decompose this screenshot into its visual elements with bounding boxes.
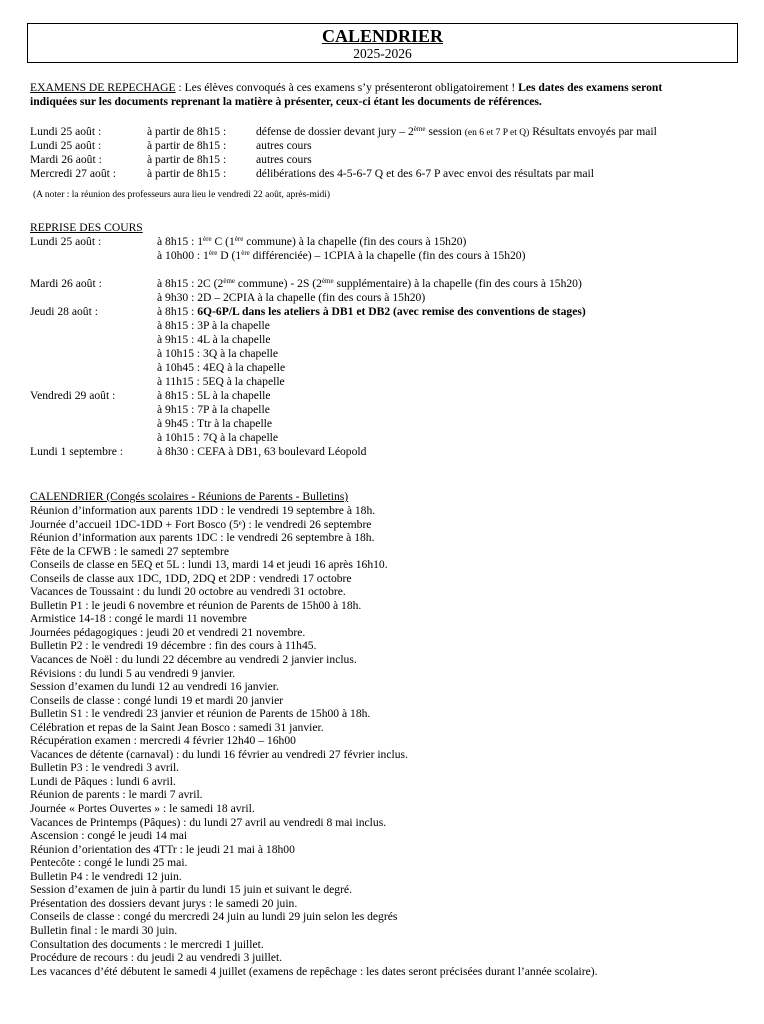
calendar-line: Révisions : du lundi 5 au vendredi 9 janvier. — [30, 666, 236, 680]
repechage-detail — [256, 153, 312, 167]
reprise-detail — [157, 235, 466, 249]
repechage-intro-line-1 — [30, 81, 742, 95]
reprise-detail-text: à 10h15 : 7Q à la chapelle — [157, 431, 279, 444]
repechage-day: Mercredi 27 août : — [30, 167, 116, 180]
calendar-line: Bulletin P3 : le vendredi 3 avril. — [30, 761, 180, 775]
reprise-row — [30, 445, 742, 459]
superscript: ère — [208, 249, 218, 257]
reprise-row — [30, 417, 742, 431]
reprise-detail-text: à 11h15 : 5EQ à la chapelle — [157, 375, 285, 388]
calendar-line: Bulletin P4 : le vendredi 12 juin. — [30, 869, 182, 883]
reprise-detail-text: différenciée) – 1CPIA à la chapelle (fin des cours à 15h20) — [249, 249, 526, 262]
calendar-line: Vacances de détente (carnaval) : du lundi 16 février au vendredi 27 février inclus. — [30, 747, 408, 761]
repechage-day: Mardi 26 août : — [30, 153, 102, 166]
reprise-detail — [157, 361, 285, 375]
repechage-row — [30, 167, 742, 181]
calendar-line: Ascension : congé le jeudi 14 mai — [30, 829, 188, 843]
calendar-line: Réunion d’information aux parents 1DC : le vendredi 26 septembre à 18h. — [30, 531, 375, 545]
repechage-detail-text: Résultats envoyés par mail — [529, 125, 657, 138]
reprise-detail — [157, 333, 271, 347]
calendar-line: Conseils de classe : congé lundi 19 et mardi 20 janvier — [30, 693, 284, 707]
reprise-detail — [157, 305, 586, 319]
repechage-intro-bold-1: Les dates des examens seront — [518, 81, 663, 94]
calendar-line: Journée d’accueil 1DC-1DD + Fort Bosco (5ᵉ) : le vendredi 26 septembre — [30, 517, 372, 531]
reprise-detail — [157, 389, 271, 403]
spacer — [30, 263, 742, 277]
reprise-row — [30, 249, 742, 263]
calendar-line: Vacances de Noël : du lundi 22 décembre au vendredi 2 janvier inclus. — [30, 653, 357, 667]
repechage-row — [30, 139, 742, 153]
page-title: CALENDRIER — [321, 26, 444, 46]
reprise-row — [30, 431, 742, 445]
title-box — [27, 23, 738, 63]
repechage-detail-small: (en 6 et 7 P et Q) — [464, 128, 530, 138]
reprise-detail-text: C (1 — [211, 235, 235, 248]
calendar-line: Journée « Portes Ouvertes » : le samedi 18 avril. — [30, 802, 255, 816]
repechage-time: à partir de 8h15 : — [147, 125, 227, 138]
superscript: ère — [234, 235, 244, 243]
reprise-detail — [157, 431, 278, 445]
repechage-detail — [256, 125, 657, 140]
reprise-detail — [157, 291, 425, 305]
calendar-line: Conseils de classe aux 1DC, 1DD, 2DQ et 2DP : vendredi 17 octobre — [30, 571, 352, 585]
calendar-line: Journées pédagogiques : jeudi 20 et vendredi 21 novembre. — [30, 625, 306, 639]
reprise-row — [30, 319, 742, 333]
reprise-detail-text: à 8h15 : 1 — [157, 235, 204, 248]
reprise-row — [30, 333, 742, 347]
reprise-detail — [157, 445, 366, 459]
repechage-detail-text: autres cours — [256, 139, 312, 152]
calendar-line: Vacances de Printemps (Pâques) : du lundi 27 avril au vendredi 8 mai inclus. — [30, 815, 387, 829]
reprise-detail — [157, 277, 582, 291]
reprise-detail-text: commune) - 2S (2 — [235, 277, 322, 290]
repechage-row — [30, 153, 742, 167]
repechage-rows — [30, 125, 742, 181]
calendar-line: Bulletin P2 : le vendredi 19 décembre : fin des cours à 11h45. — [30, 639, 317, 653]
reprise-detail-text: à 8h15 : 3P à la chapelle — [157, 319, 270, 332]
reprise-row — [30, 291, 742, 305]
reprise-detail-text: à 9h15 : 4L à la chapelle — [157, 333, 271, 346]
reprise-row — [30, 347, 742, 361]
superscript: ère — [203, 235, 212, 243]
repechage-row — [30, 125, 742, 139]
reprise-detail-text: commune) à la chapelle (fin des cours à 15h20) — [243, 235, 467, 248]
repechage-note: (A noter : la réunion des professeurs aura lieu le vendredi 22 août, après-midi) — [33, 190, 331, 200]
reprise-row — [30, 305, 742, 319]
repechage-time: à partir de 8h15 : — [147, 139, 227, 152]
repechage-day: Lundi 25 août : — [30, 125, 102, 138]
reprise-detail — [157, 319, 270, 333]
reprise-day: Mardi 26 août : — [30, 277, 102, 290]
reprise-detail-text: à 9h30 : 2D – 2CPIA à la chapelle (fin des cours à 15h20) — [157, 291, 426, 304]
calendar-line: Réunion d’orientation des 4TTr : le jeudi 21 mai à 18h00 — [30, 842, 295, 856]
reprise-row — [30, 277, 742, 291]
reprise-detail — [157, 249, 525, 263]
reprise-detail-text: supplémentaire) à la chapelle (fin des cours à 15h20) — [333, 277, 582, 290]
reprise-detail-text: à 10h00 : 1 — [157, 249, 209, 262]
reprise-detail-text: à 9h15 : 7P à la chapelle — [157, 403, 270, 416]
calendar-line: Les vacances d’été débutent le samedi 4 juillet (examens de repêchage : les dates seront précisées durant l’année scolaire). — [30, 964, 598, 978]
reprise-section — [30, 221, 742, 459]
repechage-section — [30, 81, 742, 202]
reprise-day: Jeudi 28 août : — [30, 305, 98, 318]
calendar-line: Réunion d’information aux parents 1DD : le vendredi 19 septembre à 18h. — [30, 504, 376, 517]
calendar-line: Consultation des documents : le mercredi 1 juillet. — [30, 937, 264, 951]
repechage-intro: : Les élèves convoqués à ces examens s’y présenteront obligatoirement ! — [175, 81, 519, 94]
reprise-row — [30, 235, 742, 249]
repechage-detail — [256, 139, 312, 153]
reprise-row — [30, 389, 742, 403]
reprise-detail-text: à 8h15 : 2C (2 — [157, 277, 224, 290]
calendar-line: Session d’examen du lundi 12 au vendredi 16 janvier. — [30, 680, 279, 694]
reprise-detail-text: à 10h15 : 3Q à la chapelle — [157, 347, 279, 360]
reprise-detail — [157, 403, 270, 417]
reprise-detail-text: à 10h45 : 4EQ à la chapelle — [157, 361, 286, 374]
reprise-detail-text: D (1 — [217, 249, 242, 262]
calendar-section — [30, 490, 742, 978]
calendar-line: Bulletin P1 : le jeudi 6 novembre et réunion de Parents de 15h00 à 18h. — [30, 598, 362, 612]
superscript: ème — [223, 277, 236, 285]
reprise-detail-bold: 6Q-6P/L dans les ateliers à DB1 et DB2 (avec remise des conventions de stages) — [197, 305, 586, 318]
repechage-detail-text: session — [425, 125, 465, 138]
calendar-line: Récupération examen : mercredi 4 février 12h40 – 16h00 — [30, 734, 296, 748]
repechage-heading: EXAMENS DE REPECHAGE — [30, 81, 176, 94]
reprise-row — [30, 375, 742, 389]
reprise-rows — [30, 235, 742, 459]
repechage-day: Lundi 25 août : — [30, 139, 102, 152]
reprise-detail — [157, 417, 272, 431]
reprise-row — [30, 361, 742, 375]
repechage-time: à partir de 8h15 : — [147, 167, 227, 180]
reprise-detail — [157, 347, 278, 361]
reprise-detail — [157, 375, 285, 389]
calendar-line: Présentation des dossiers devant jurys : le samedi 20 juin. — [30, 896, 298, 910]
repechage-detail-text: délibérations des 4-5-6-7 Q et des 6-7 P avec envoi des résultats par mail — [256, 167, 594, 180]
calendar-line: Conseils de classe : congé du mercredi 24 juin au lundi 29 juin selon les degrés — [30, 910, 398, 924]
school-year: 2025-2026 — [353, 46, 412, 61]
reprise-detail-text: à 8h30 : CEFA à DB1, 63 boulevard Léopold — [157, 445, 367, 458]
calendar-line: Fête de la CFWB : le samedi 27 septembre — [30, 544, 229, 558]
calendar-line: Conseils de classe en 5EQ et 5L : lundi 13, mardi 14 et jeudi 16 après 16h10. — [30, 558, 388, 572]
reprise-day: Lundi 25 août : — [30, 235, 102, 248]
repechage-detail-text: défense de dossier devant jury – 2 — [256, 125, 414, 138]
reprise-detail-text: à 8h15 : — [157, 305, 198, 318]
calendar-line: Réunion de parents : le mardi 7 avril. — [30, 788, 203, 802]
superscript: ème — [413, 125, 426, 133]
reprise-detail-text: à 9h45 : Ttr à la chapelle — [157, 417, 273, 430]
reprise-day: Lundi 1 septembre : — [30, 445, 124, 458]
calendar-line: Pentecôte : congé le lundi 25 mai. — [30, 856, 188, 870]
reprise-detail-text: à 8h15 : 5L à la chapelle — [157, 389, 271, 402]
calendar-lines — [30, 504, 742, 978]
reprise-heading: REPRISE DES COURS — [30, 221, 143, 234]
calendar-line: Célébration et repas de la Saint Jean Bosco : samedi 31 janvier. — [30, 720, 324, 734]
calendar-line: Bulletin S1 : le vendredi 23 janvier et réunion de Parents de 15h00 à 18h. — [30, 707, 371, 721]
repechage-detail-text: autres cours — [256, 153, 312, 166]
repechage-detail — [256, 167, 594, 181]
calendar-line: Armistice 14-18 : congé le mardi 11 novembre — [30, 612, 247, 626]
calendar-heading: CALENDRIER (Congés scolaires - Réunions de Parents - Bulletins) — [30, 490, 349, 503]
calendar-line: Lundi de Pâques : lundi 6 avril. — [30, 774, 176, 788]
reprise-row — [30, 403, 742, 417]
calendar-line: Bulletin final : le mardi 30 juin. — [30, 923, 178, 937]
superscript: ème — [321, 277, 334, 285]
calendar-line: Procédure de recours : du jeudi 2 au vendredi 3 juillet. — [30, 951, 283, 965]
repechage-time: à partir de 8h15 : — [147, 153, 227, 166]
calendar-line: Session d’examen de juin à partir du lundi 15 juin et suivant le degré. — [30, 883, 352, 897]
superscript: ère — [241, 249, 250, 257]
repechage-intro-line-2: indiquées sur les documents reprenant la matière à présenter, ceux-ci étant les documents de références. — [30, 95, 542, 108]
reprise-day: Vendredi 29 août : — [30, 389, 116, 402]
calendar-line: Vacances de Toussaint : du lundi 20 octobre au vendredi 31 octobre. — [30, 585, 346, 599]
